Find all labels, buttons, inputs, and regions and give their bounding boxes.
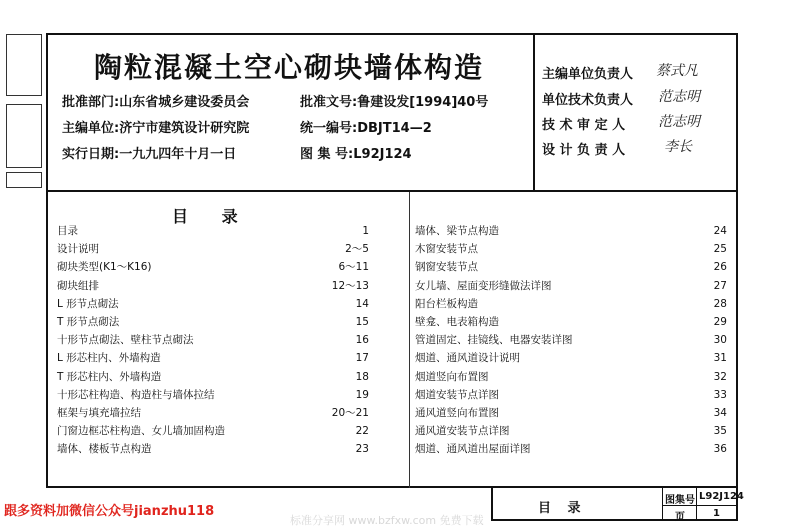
toc-entry <box>415 295 727 313</box>
approval-department: 批准部门:山东省城乡建设委员会 <box>62 95 250 110</box>
toc-entry-label: 砌块组排 <box>57 279 99 292</box>
faint-watermark: 标准分享网 www.bzfxw.com 免费下载 <box>290 514 484 527</box>
toc-entry-page: 15 <box>355 316 369 328</box>
toc-entry-page: 23 <box>355 443 369 456</box>
toc-entry <box>415 331 727 349</box>
editor-organization: 主编单位:济宁市建筑设计研究院 <box>62 121 250 136</box>
toc-column-divider <box>409 192 410 488</box>
toc-entry-page: 14 <box>355 297 369 310</box>
toc-entry <box>57 277 369 295</box>
toc-entry <box>415 422 727 440</box>
toc-entry <box>415 368 727 386</box>
toc-entry <box>57 331 369 349</box>
toc-heading: 目 录 <box>172 207 252 226</box>
toc-entry-page: 12～13 <box>331 279 369 292</box>
toc-entry <box>57 222 369 240</box>
toc-entry <box>415 258 727 276</box>
title-block-title: 目 录 <box>538 501 587 516</box>
handwritten-signature: 李长 <box>664 139 692 155</box>
toc-entry-page: 28 <box>713 297 727 310</box>
toc-entry-page: 6～11 <box>338 261 369 274</box>
header-divider <box>46 190 738 192</box>
toc-entry-label: 门窗边框芯柱构造、女儿墙加固构造 <box>57 425 225 438</box>
unified-number: 统一编号:DBJT14—2 <box>300 121 432 136</box>
header-split <box>533 33 535 190</box>
toc-entry-label: 目录 <box>57 225 78 237</box>
strip-box <box>6 172 42 188</box>
toc-entry-page: 32 <box>713 370 727 383</box>
toc-entry-label: T 形节点砌法 <box>57 316 120 328</box>
watermark-text: 跟多资料加微信公众号jianzhu118 <box>4 504 215 519</box>
toc-entry-label: 烟道、通风道出屋面详图 <box>415 443 531 456</box>
toc-entry-page: 20～21 <box>331 407 369 419</box>
toc-entry-page: 16 <box>355 334 369 347</box>
toc-entry-label: L 形芯柱内、外墙构造 <box>57 352 161 365</box>
toc-entry-page: 18 <box>355 370 369 383</box>
toc-entry-label: 壁龛、电表箱构造 <box>415 316 499 328</box>
toc-entry-page: 29 <box>713 316 727 328</box>
toc-entry-page: 25 <box>713 243 727 256</box>
toc-entry-page: 2～5 <box>345 243 369 256</box>
toc-entry <box>415 440 727 458</box>
toc-entry-page: 30 <box>713 334 727 347</box>
atlas-value: L92J124 <box>699 491 744 502</box>
toc-entry <box>57 349 369 367</box>
toc-entry <box>57 295 369 313</box>
handwritten-signature: 蔡式凡 <box>656 63 698 79</box>
responsible-role: 技 术 审 定 人 <box>542 118 626 133</box>
toc-entry-label: 通风道安装节点详图 <box>415 425 510 438</box>
responsible-role: 单位技术负责人 <box>542 93 634 108</box>
binding-strip <box>0 30 46 190</box>
toc-entry-page: 36 <box>713 443 727 456</box>
toc-entry-label: 设计说明 <box>57 243 99 256</box>
toc-entry <box>415 277 727 295</box>
toc-entry-label: 木窗安装节点 <box>415 243 478 256</box>
toc-entry-page: 27 <box>713 279 727 292</box>
page-value: 1 <box>713 508 720 519</box>
toc-entry-label: T 形芯柱内、外墙构造 <box>57 370 162 383</box>
toc-entry <box>415 404 727 422</box>
toc-entry-label: 墙体、梁节点构造 <box>415 225 499 237</box>
toc-entry-page: 24 <box>713 225 727 237</box>
effective-date: 实行日期:一九九四年十月一日 <box>62 147 237 162</box>
toc-entry <box>57 258 369 276</box>
strip-box <box>6 34 42 96</box>
handwritten-signature: 范志明 <box>658 89 700 105</box>
responsible-role: 主编单位负责人 <box>542 67 634 82</box>
toc-entry <box>57 422 369 440</box>
toc-entry <box>57 368 369 386</box>
toc-entry-label: 框架与填充墙拉结 <box>57 407 141 419</box>
toc-entry-page: 1 <box>362 225 369 237</box>
toc-entry-page: 22 <box>355 425 369 438</box>
toc-entry-page: 33 <box>713 388 727 401</box>
toc-entry-page: 35 <box>713 425 727 438</box>
toc-entry-label: 烟道、通风道设计说明 <box>415 352 520 365</box>
responsible-role: 设 计 负 责 人 <box>542 143 626 158</box>
toc-entry-label: 烟道安装节点详图 <box>415 388 499 401</box>
toc-entry-label: 女儿墙、屋面变形缝做法详图 <box>415 279 552 292</box>
toc-entry-page: 17 <box>355 352 369 365</box>
toc-entry <box>415 222 727 240</box>
atlas-label: 图集号 <box>665 495 695 506</box>
toc-entry <box>57 386 369 404</box>
toc-entry-label: L 形节点砌法 <box>57 297 119 310</box>
toc-entry <box>57 240 369 258</box>
handwritten-signature: 范志明 <box>658 114 700 130</box>
toc-entry-label: 砌块类型(K1～K16) <box>57 261 152 274</box>
page-label: 页 <box>675 512 685 523</box>
document-title: 陶粒混凝土空心砌块墙体构造 <box>94 51 485 84</box>
toc-entry-label: 通风道竖向布置图 <box>415 407 499 419</box>
toc-entry <box>57 313 369 331</box>
toc-entry <box>415 386 727 404</box>
approval-document: 批准文号:鲁建设发[1994]40号 <box>300 95 489 110</box>
toc-entry-page: 31 <box>713 352 727 365</box>
atlas-number: 图 集 号:L92J124 <box>300 147 412 162</box>
toc-entry <box>415 313 727 331</box>
toc-entry-label: 烟道竖向布置图 <box>415 370 489 383</box>
toc-entry-page: 26 <box>713 261 727 274</box>
toc-entry-label: 管道固定、挂镜线、电器安装详图 <box>415 334 573 347</box>
strip-box <box>6 104 42 168</box>
toc-entry-label: 阳台栏板构造 <box>415 297 478 310</box>
toc-entry <box>57 404 369 422</box>
toc-entry-label: 钢窗安装节点 <box>415 261 478 274</box>
toc-entry <box>415 349 727 367</box>
toc-entry-page: 34 <box>713 407 727 419</box>
toc-entry-page: 19 <box>355 388 369 401</box>
toc-entry <box>415 240 727 258</box>
toc-entry-label: 十形芯柱构造、构造柱与墙体拉结 <box>57 388 215 401</box>
toc-entry-label: 墙体、楼板节点构造 <box>57 443 152 456</box>
toc-entry-label: 十形节点砌法、壁柱节点砌法 <box>57 334 194 347</box>
toc-entry <box>57 440 369 458</box>
